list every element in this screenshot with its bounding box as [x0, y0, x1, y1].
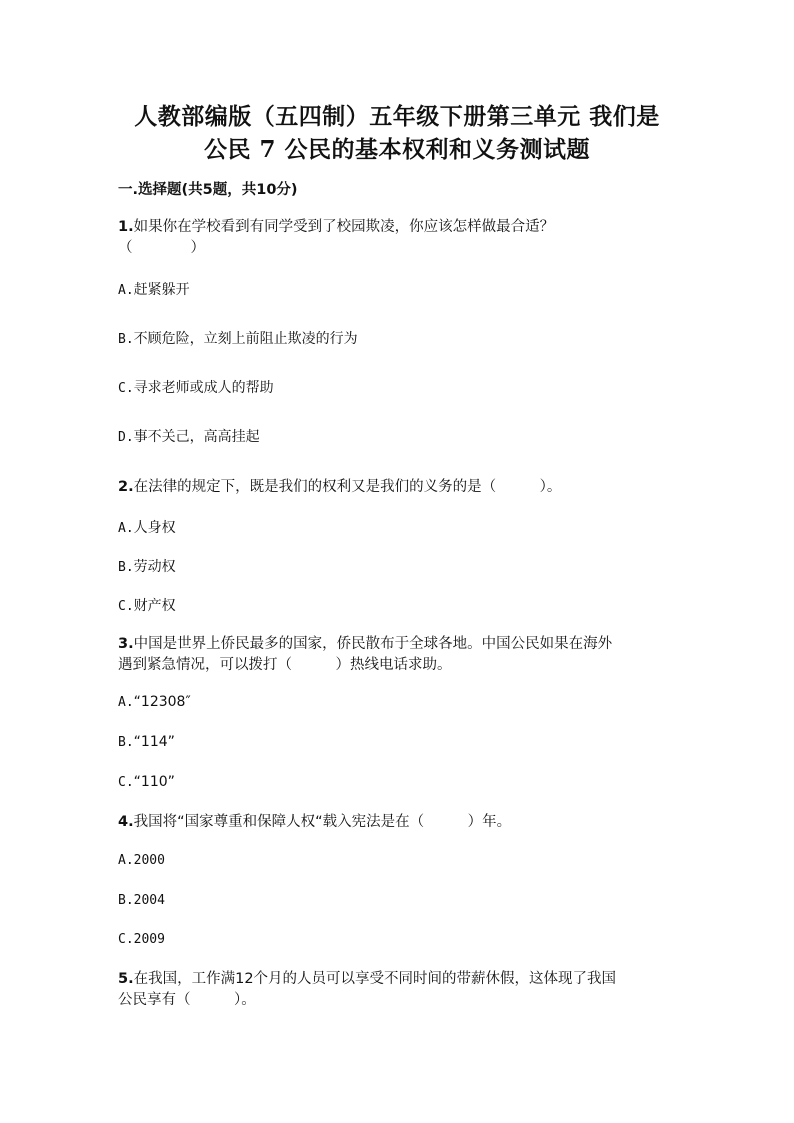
- option-letter: B.: [118, 560, 134, 575]
- option-text: 不顾危险，立刻上前阻止欺凌的行为: [133, 331, 358, 347]
- question-number: 1.: [118, 219, 134, 235]
- document-title-line-2: 公民 7 公民的基本权利和义务测试题: [203, 136, 591, 163]
- document-title-line-1: 人教部编版（五四制）五年级下册第三单元 我们是: [134, 103, 660, 130]
- option-text: “110”: [133, 774, 175, 790]
- question-5: [118, 969, 678, 1011]
- question-number: 4.: [118, 814, 134, 830]
- question-3-line-2: 遇到紧急情况，可以拨打（ ）热线电话求助。: [118, 657, 452, 673]
- option-2a: [118, 517, 176, 537]
- question-1-line-1: [118, 217, 678, 238]
- question-1: [118, 217, 678, 259]
- option-4c: [118, 931, 165, 947]
- option-1c: [118, 377, 274, 397]
- option-text: 2000: [133, 853, 165, 868]
- option-2c: [118, 595, 176, 615]
- question-5-line-2: 公民享有（ ）。: [118, 992, 256, 1008]
- option-text: 人身权: [133, 520, 176, 536]
- option-3b: [118, 734, 175, 750]
- option-letter: C.: [118, 381, 134, 396]
- question-4-line-1: [118, 812, 678, 833]
- option-letter: C.: [118, 932, 134, 947]
- question-number: 3.: [118, 636, 134, 652]
- option-text: 劳动权: [133, 559, 176, 575]
- option-letter: C.: [118, 775, 134, 790]
- option-3a: [118, 694, 191, 710]
- option-text: 财产权: [133, 598, 176, 614]
- option-letter: A.: [118, 853, 134, 868]
- question-text: 中国是世界上侨民最多的国家，侨民散布于全球各地。中国公民如果在海外: [133, 636, 613, 652]
- option-text: 寻求老师或成人的帮助: [133, 380, 274, 396]
- option-letter: B.: [118, 893, 134, 908]
- option-letter: C.: [118, 599, 134, 614]
- option-letter: A.: [118, 283, 134, 298]
- option-text: “12308″: [133, 694, 191, 710]
- question-text: 在法律的规定下，既是我们的权利又是我们的义务的是（ ）。: [133, 479, 562, 495]
- question-3-line-1: [118, 634, 678, 655]
- option-letter: D.: [118, 430, 134, 445]
- option-text: 赶紧躲开: [133, 282, 190, 298]
- option-4b: [118, 892, 165, 908]
- option-2b: [118, 556, 176, 576]
- option-text: 2009: [133, 932, 165, 947]
- option-1a: [118, 279, 190, 299]
- option-letter: A.: [118, 695, 134, 710]
- option-text: “114”: [133, 734, 175, 750]
- section-heading: 一.选择题(共5题，共10分): [118, 182, 298, 198]
- option-letter: B.: [118, 735, 134, 750]
- option-1b: [118, 328, 358, 348]
- question-text: 我国将“国家尊重和保障人权“载入宪法是在（ ）年。: [133, 814, 512, 830]
- option-3c: [118, 774, 175, 790]
- question-number: 2.: [118, 479, 134, 495]
- question-text: 在我国，工作满12个月的人员可以享受不同时间的带薪休假，这体现了我国: [133, 971, 617, 987]
- option-text: 事不关己，高高挂起: [133, 429, 260, 445]
- option-letter: B.: [118, 332, 134, 347]
- question-4: [118, 812, 678, 833]
- question-1-line-2: （ ）: [118, 240, 205, 256]
- question-text: 如果你在学校看到有同学受到了校园欺凌，你应该怎样做最合适？: [133, 219, 555, 235]
- question-5-line-1: [118, 969, 678, 990]
- option-4a: [118, 852, 165, 868]
- question-2-line-1: [118, 477, 678, 498]
- option-letter: A.: [118, 521, 134, 536]
- question-number: 5.: [118, 971, 134, 987]
- question-3: [118, 634, 678, 676]
- question-2: [118, 477, 678, 498]
- option-text: 2004: [133, 893, 165, 908]
- option-1d: [118, 426, 260, 446]
